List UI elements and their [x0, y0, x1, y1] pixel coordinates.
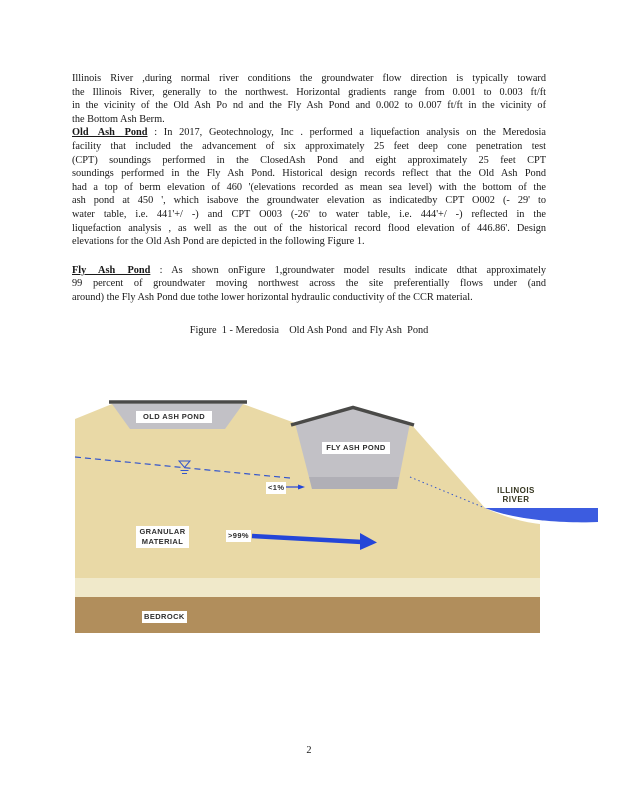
text-line: elevations for the Old Ash Pond are depicted in the following Figure 1. [72, 236, 365, 248]
text-line: around) the Fly Ash Pond due tothe lower horizontal hydraulic conductivity of the CCR material. [72, 291, 473, 303]
granular-material-label-line2: MATERIAL [141, 536, 184, 546]
text-line: the Bottom Ash Berm. [72, 113, 165, 125]
text-run: In 2017, Geotechnology, Inc . performed a liquefaction analysis on the Meredosia [163, 127, 546, 139]
text-line: Illinois River ,during normal river conditions the groundwater flow direction is typically toward [72, 73, 546, 84]
text-run: As shown onFigure 1,groundwater model results indicate dthat approximately [171, 264, 546, 276]
old-ash-pond-heading: Old Ash Pond [72, 127, 148, 139]
fly-ash-pond-heading: Fly Ash Pond [72, 264, 151, 276]
illinois-river-label-line2: RIVER [502, 495, 530, 505]
old-ash-pond-label: OLD ASH POND [136, 411, 212, 423]
text-line [72, 264, 546, 278]
fly-ash-pond-saturated-zone [309, 477, 399, 489]
figure-caption: Figure 1 - Meredosia Old Ash Pond and Fly Ash Pond [189, 325, 429, 336]
greater-than-99-percent-label: >99% [228, 531, 249, 540]
page-number: 2 [306, 745, 312, 756]
granular-material-label [136, 526, 189, 548]
text-line [72, 126, 546, 140]
granular-material-label-line1: GRANULAR [139, 527, 186, 536]
cross-section-figure [70, 395, 605, 640]
heading-separator: : [150, 264, 172, 276]
text-line: soundings performed in the Fly Ash Pond. Historical design records reflect that the Old Ash Pond [72, 168, 546, 180]
less-than-1-percent-label: <1% [268, 483, 285, 492]
fly-ash-pond-label: FLY ASH POND [322, 442, 390, 454]
paragraph-fly-ash-pond [72, 264, 546, 305]
text-line: ash pond at 450 ', which isabove the groundwater elevation as indicatedby CPT O002 (- 29' to [72, 195, 546, 207]
paragraph-old-ash-pond-lines [72, 140, 546, 249]
text-line: water table, i.e. 441'+/ -) and CPT O003 (-26' to water table, i.e. 444'+/ -) reflected in the [72, 208, 546, 220]
illinois-river-label [491, 485, 541, 505]
text-line: facility that included the advancement of six approximately 25 feet deep cone penetration test [72, 140, 546, 152]
text-line: had a top of berm elevation of 460 '(elevations recorded as mean sea level) with the bottom of the [72, 181, 546, 193]
cross-section-drawing [70, 395, 605, 640]
bedrock-label: BEDROCK [144, 612, 185, 621]
paragraph-intro [72, 72, 546, 126]
illinois-river-label-line1: ILLINOIS [497, 486, 535, 495]
text-line: liquefaction analysis , as well as the out of the historical record flood elevation of 446.86'. Design [72, 222, 546, 234]
text-line: (CPT) soundings performed in the ClosedAsh Pond and eight approximately 25 feet CPT [72, 154, 546, 166]
paragraph-fly-ash-pond-lines [72, 277, 546, 304]
heading-separator: : [147, 127, 164, 139]
text-line: in the vicinity of the Old Ash Po nd and the Fly Ash Pond and 0.002 to 0.007 ft/ft in the vicinity of [72, 100, 546, 112]
paragraph-intro-lines [72, 72, 546, 126]
text-line: the Illinois River, generally to the northwest. Horizontal gradients range from 0.001 to 0.003 ft/ft [72, 86, 546, 98]
body-text [72, 72, 546, 305]
text-line: 99 percent of groundwater moving northwest across the site preferentially flows under (and [72, 278, 546, 290]
paragraph-old-ash-pond [72, 126, 546, 248]
light-soil-band [75, 578, 540, 597]
